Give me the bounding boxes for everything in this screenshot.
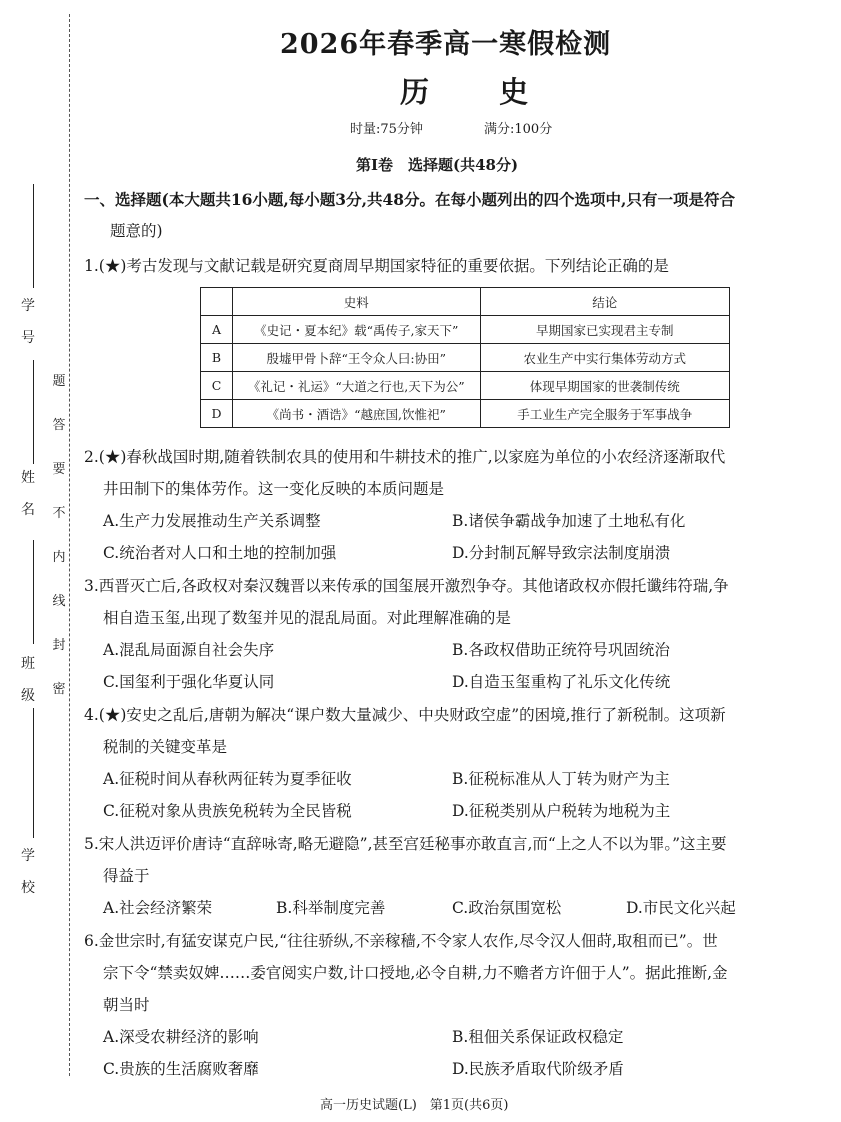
row-source: 殷墟甲骨卜辞“王令众人曰:协田” bbox=[232, 344, 480, 372]
table-header-conclusion: 结论 bbox=[480, 288, 730, 316]
row-conclusion: 手工业生产完全服务于军事战争 bbox=[480, 400, 730, 428]
row-source: 《礼记・礼运》“大道之行也,天下为公” bbox=[232, 372, 480, 400]
seal-char: 封 bbox=[52, 638, 66, 653]
question-3-stem: 相自造玉玺,出现了数玺并见的混乱局面。对此理解准确的是 bbox=[103, 609, 511, 627]
option-b: B.科举制度完善 bbox=[276, 899, 386, 917]
question-1-table bbox=[200, 287, 730, 428]
option-b: B.租佃关系保证政权稳定 bbox=[452, 1028, 624, 1046]
question-2-stem: 井田制下的集体劳作。这一变化反映的本质问题是 bbox=[103, 480, 445, 498]
table-header-source: 史料 bbox=[232, 288, 480, 316]
student-id-label: 学 号 bbox=[21, 298, 35, 346]
row-key: B bbox=[201, 344, 233, 372]
option-c: C.贵族的生活腐败奢靡 bbox=[103, 1060, 259, 1078]
table-row bbox=[201, 316, 730, 344]
option-a: A.社会经济繁荣 bbox=[103, 899, 213, 917]
option-d: D.征税类别从户税转为地税为主 bbox=[452, 802, 671, 820]
row-key: A bbox=[201, 316, 233, 344]
seal-char: 不 bbox=[52, 506, 66, 521]
school-line bbox=[33, 708, 34, 838]
question-2-stem: 2.(★)春秋战国时期,随着铁制农具的使用和牛耕技术的推广,以家庭为单位的小农经济逐渐取代 bbox=[84, 448, 726, 466]
option-a: A.混乱局面源自社会失序 bbox=[103, 641, 275, 659]
seal-char: 线 bbox=[52, 594, 66, 609]
seal-char: 答 bbox=[52, 418, 66, 433]
option-c: C.政治氛围宽松 bbox=[452, 899, 562, 917]
option-d: D.民族矛盾取代阶级矛盾 bbox=[452, 1060, 624, 1078]
seal-char: 密 bbox=[52, 682, 66, 697]
student-id-line bbox=[33, 184, 34, 288]
table-row bbox=[201, 344, 730, 372]
instructions-line: 题意的) bbox=[110, 222, 163, 240]
page-footer: 高一历史试题(L) 第1页(共6页) bbox=[320, 1098, 509, 1113]
row-key: C bbox=[201, 372, 233, 400]
question-1-stem: 1.(★)考古发现与文献记载是研究夏商周早期国家特征的重要依据。下列结论正确的是 bbox=[84, 257, 669, 275]
option-b: B.诸侯争霸战争加速了土地私有化 bbox=[452, 512, 686, 530]
name-label: 姓 名 bbox=[21, 470, 35, 518]
question-6-stem: 6.金世宗时,有猛安谋克户民,“往往骄纵,不亲稼穑,不令家人农作,尽令汉人佃莳,取租而已”。世 bbox=[84, 932, 718, 950]
class-line bbox=[33, 540, 34, 644]
table-row bbox=[201, 400, 730, 428]
option-c: C.统治者对人口和土地的控制加强 bbox=[103, 544, 337, 562]
class-label: 班 级 bbox=[21, 656, 35, 704]
exam-time: 时量:75分钟 bbox=[350, 122, 423, 137]
name-line bbox=[33, 360, 34, 464]
seal-char: 要 bbox=[52, 462, 66, 477]
question-4-stem: 4.(★)安史之乱后,唐朝为解决“课户数大量减少、中央财政空虚”的困境,推行了新税制。这项新 bbox=[84, 706, 726, 724]
exam-score: 满分:100分 bbox=[484, 122, 553, 137]
option-c: C.征税对象从贵族免税转为全民皆税 bbox=[103, 802, 352, 820]
question-6-stem: 朝当时 bbox=[103, 996, 150, 1014]
seal-char: 题 bbox=[52, 374, 66, 389]
option-a: A.深受农耕经济的影响 bbox=[103, 1028, 259, 1046]
row-conclusion: 早期国家已实现君主专制 bbox=[480, 316, 730, 344]
instructions-line: 一、选择题(本大题共16小题,每小题3分,共48分。在每小题列出的四个选项中,只有一项是符合 bbox=[84, 190, 735, 209]
row-conclusion: 农业生产中实行集体劳动方式 bbox=[480, 344, 730, 372]
option-b: B.征税标准从人丁转为财产为主 bbox=[452, 770, 670, 788]
exam-title: 2026年春季高一寒假检测 bbox=[280, 29, 612, 60]
seal-char: 内 bbox=[52, 550, 66, 565]
question-6-stem: 宗下令“禁卖奴婢……委官阅实户数,计口授地,必令自耕,力不赡者方许佃于人”。据此推断,金 bbox=[103, 964, 728, 982]
option-c: C.国玺利于强化华夏认同 bbox=[103, 673, 275, 691]
section-heading: 第Ⅰ卷 选择题(共48分) bbox=[356, 156, 519, 174]
table-header-cell bbox=[201, 288, 233, 316]
option-d: D.市民文化兴起 bbox=[626, 899, 736, 917]
option-a: A.征税时间从春秋两征转为夏季征收 bbox=[103, 770, 352, 788]
option-d: D.分封制瓦解导致宗法制度崩溃 bbox=[452, 544, 671, 562]
option-b: B.各政权借助正统符号巩固统治 bbox=[452, 641, 670, 659]
option-d: D.自造玉玺重构了礼乐文化传统 bbox=[452, 673, 671, 691]
row-conclusion: 体现早期国家的世袭制传统 bbox=[480, 372, 730, 400]
question-5-stem: 5.宋人洪迈评价唐诗“直辞咏寄,略无避隐”,甚至宫廷秘事亦敢直言,而“上之人不以为罪。”这主要 bbox=[84, 835, 727, 853]
row-source: 《尚书・酒诰》“越庶国,饮惟祀” bbox=[232, 400, 480, 428]
binding-dashed-line bbox=[69, 14, 70, 1076]
row-source: 《史记・夏本纪》载“禹传子,家天下” bbox=[232, 316, 480, 344]
table-row bbox=[201, 372, 730, 400]
subject-title: 历 史 bbox=[400, 75, 559, 109]
table-header-row bbox=[201, 288, 730, 316]
row-key: D bbox=[201, 400, 233, 428]
question-4-stem: 税制的关键变革是 bbox=[103, 738, 228, 756]
option-a: A.生产力发展推动生产关系调整 bbox=[103, 512, 321, 530]
question-3-stem: 3.西晋灭亡后,各政权对秦汉魏晋以来传承的国玺展开激烈争夺。其他诸政权亦假托谶纬符瑞,争 bbox=[84, 577, 729, 595]
question-5-stem: 得益于 bbox=[103, 867, 150, 885]
school-label: 学 校 bbox=[21, 848, 35, 896]
